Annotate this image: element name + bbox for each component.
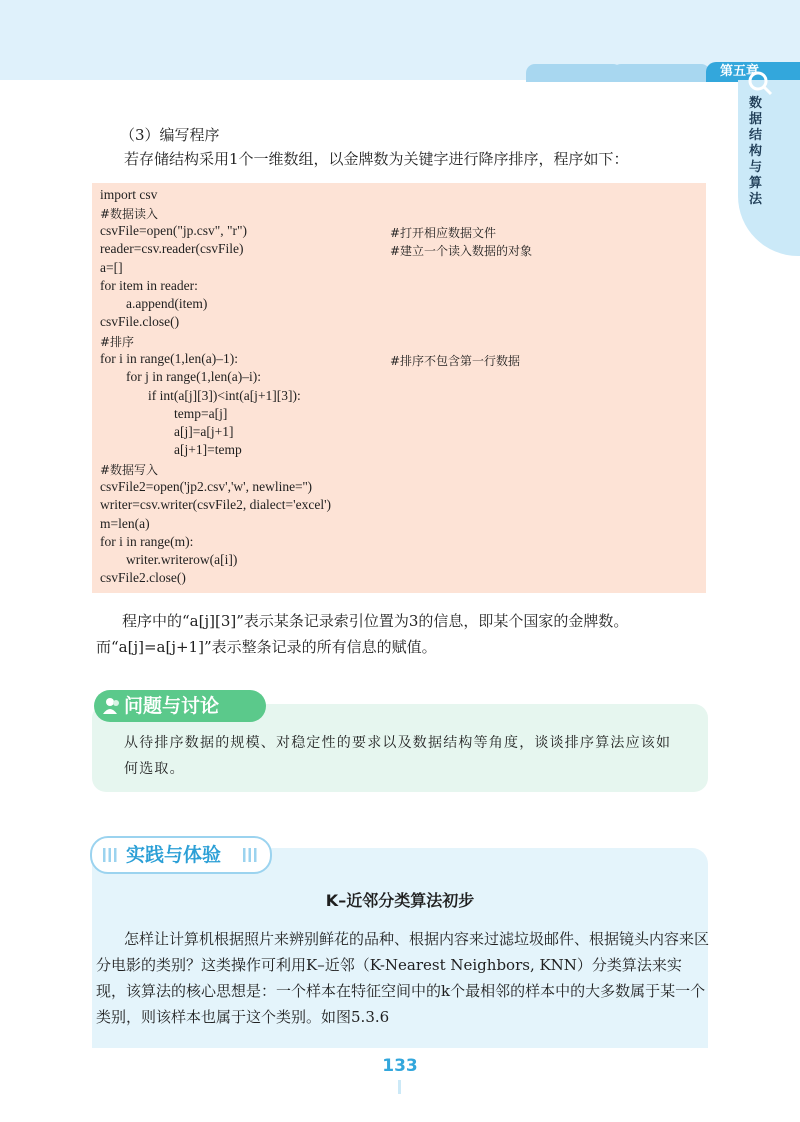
side-chapter-title: 数据结构与算法: [749, 96, 763, 207]
explanation-paragraph: 程序中的“a[j][3]”表示某条记录索引位置为3的信息，即某个国家的金牌数。而“a[j]=a[j+1]”表示整条记录的所有信息的赋值。: [96, 612, 629, 656]
side-panel: [738, 80, 800, 256]
magnifier-icon: [747, 70, 773, 96]
code-line: for j in range(1,len(a)–i):: [126, 369, 261, 384]
code-line: #数据读入: [100, 207, 159, 221]
code-comment: #排序不包含第一行数据: [390, 354, 521, 368]
discussion-header: [94, 690, 266, 722]
code-line: writer.writerow(a[i]): [126, 552, 238, 567]
intro-paragraph: 若存储结构采用1个一维数组，以金牌数为关键字进行降序排序，程序如下：: [124, 150, 629, 168]
page-number-tick: [398, 1080, 401, 1094]
code-line: for i in range(1,len(a)–1):: [100, 351, 238, 366]
code-line: reader=csv.reader(csvFile): [100, 241, 244, 256]
code-line: csvFile2.close(): [100, 570, 186, 585]
section-title: K–近邻分类算法初步: [325, 891, 475, 910]
people-icon: [102, 696, 122, 716]
code-line: a[j+1]=temp: [174, 442, 242, 457]
code-line: csvFile=open("jp.csv", "r"): [100, 223, 248, 238]
code-line: for item in reader:: [100, 278, 198, 293]
code-line: #排序: [100, 335, 135, 349]
code-line: csvFile2=open('jp2.csv','w', newline=''): [100, 479, 313, 494]
practice-header: [90, 836, 272, 874]
bars-icon: [102, 848, 118, 862]
code-line: if int(a[j][3])<int(a[j+1][3]):: [148, 388, 301, 403]
practice-title: 实践与体验: [126, 844, 222, 866]
code-line: a=[]: [100, 260, 123, 275]
discussion-text: 从待排序数据的规模、对稳定性的要求以及数据结构等角度，谈谈排序算法应该如何选取。: [124, 735, 672, 777]
code-line: import csv: [100, 187, 158, 202]
code-line: #数据写入: [100, 463, 159, 477]
header-tab-decoration: [526, 64, 622, 82]
page-number: 133: [382, 1056, 418, 1076]
code-line: a.append(item): [126, 296, 208, 311]
code-line: a[j]=a[j+1]: [174, 424, 234, 439]
bars-icon: [242, 848, 258, 862]
code-line: for i in range(m):: [100, 534, 194, 549]
code-line: csvFile.close(): [100, 314, 180, 329]
code-line: writer=csv.writer(csvFile2, dialect='excel'): [100, 497, 331, 512]
code-comment: #打开相应数据文件: [390, 226, 497, 240]
code-line: m=len(a): [100, 516, 150, 531]
header-tab-decoration: [612, 64, 710, 82]
subheading: （3）编写程序: [120, 126, 220, 144]
code-block: [92, 183, 706, 593]
code-comment: #建立一个读入数据的对象: [390, 244, 533, 258]
code-line: temp=a[j]: [174, 406, 228, 421]
chapter-label: 第五章: [706, 62, 800, 82]
discussion-title: 问题与讨论: [124, 695, 220, 717]
knn-paragraph: 怎样让计算机根据照片来辨别鲜花的品种、根据内容来过滤垃圾邮件、根据镜头内容来区分电影的类别？这类操作可利用K–近邻（K-Nearest Neighbors, KNN）分类算法来实现，该算法的核心思想是：一个样本在特征空间中的k个最相邻的样本中的大多数属于某一个类别，则该样本也属于这个类别。如图5.3.6: [96, 930, 710, 1026]
